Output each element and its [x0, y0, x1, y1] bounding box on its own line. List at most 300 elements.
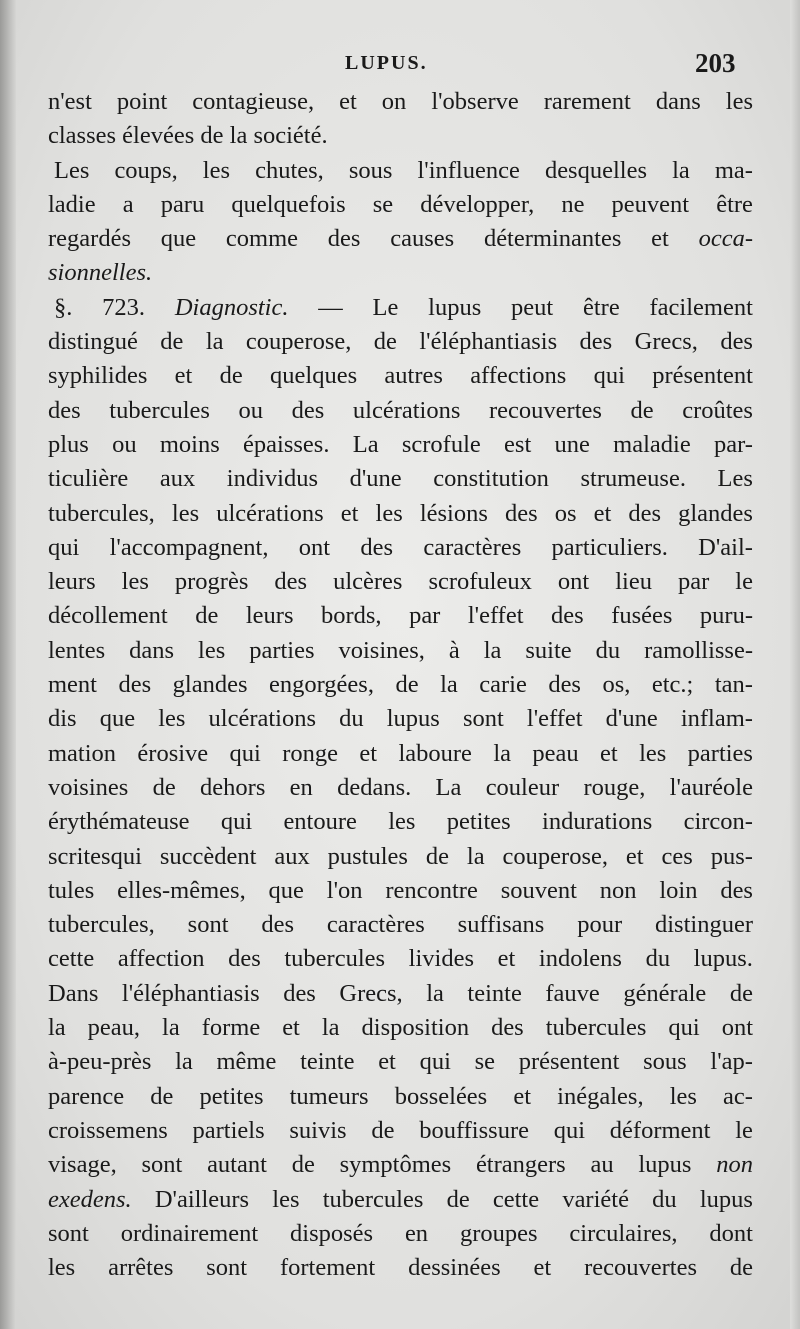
- word: lésions: [419, 499, 488, 527]
- word: par: [409, 602, 441, 630]
- word: par: [677, 568, 710, 596]
- word: ou: [112, 430, 137, 458]
- word: déforment: [609, 1116, 711, 1144]
- word: aux: [159, 465, 196, 493]
- word: des: [261, 911, 295, 939]
- word: sont: [187, 911, 229, 939]
- word: §.: [54, 293, 73, 321]
- word: distinguer: [654, 911, 753, 939]
- word: particuliers.: [551, 533, 668, 561]
- text-line: [48, 1217, 753, 1251]
- text-line: [48, 565, 753, 599]
- word: décollement: [48, 602, 168, 630]
- word: de: [150, 1082, 174, 1110]
- word: de: [395, 671, 419, 699]
- word: de: [195, 602, 219, 630]
- word: glandes: [678, 499, 753, 527]
- word: société.: [253, 122, 328, 150]
- word: une: [554, 430, 590, 458]
- word: ne: [561, 190, 585, 218]
- word: rencontre: [385, 876, 478, 904]
- word: suite: [525, 636, 572, 664]
- word: lentes: [48, 636, 106, 664]
- page-right-edge: [790, 0, 800, 1329]
- word: peau,: [87, 1014, 141, 1042]
- text-line: [48, 428, 753, 462]
- word: de: [425, 842, 449, 870]
- word: les: [158, 705, 186, 733]
- word: des: [491, 1014, 524, 1042]
- word: circon-: [683, 808, 753, 836]
- word: la: [162, 1014, 180, 1042]
- word: causes: [390, 225, 455, 253]
- word: la: [321, 1014, 340, 1042]
- word: caractères: [326, 911, 425, 939]
- word: se: [372, 190, 394, 218]
- word: aux: [274, 842, 310, 870]
- word: d'une: [605, 705, 658, 733]
- word: pour: [577, 911, 623, 939]
- word: suivis: [289, 1116, 347, 1144]
- word: de: [446, 1185, 470, 1213]
- word: l'accompagnent,: [109, 533, 269, 561]
- word: croûtes: [682, 396, 753, 424]
- text-line: [48, 874, 753, 908]
- word: des: [283, 979, 316, 1007]
- word: les: [171, 499, 200, 527]
- word: élevées: [122, 122, 195, 150]
- word: et: [339, 88, 357, 115]
- text-line: [48, 1183, 753, 1217]
- word: laboure: [398, 739, 472, 767]
- body-text: [48, 85, 753, 1285]
- word: se: [474, 1048, 496, 1076]
- word: quelques: [270, 362, 358, 390]
- word: tumeurs: [289, 1082, 369, 1110]
- word: lupus: [638, 1151, 692, 1179]
- word: qui: [553, 1116, 586, 1144]
- word: non: [599, 876, 637, 904]
- word: dehors: [200, 773, 266, 801]
- word: souvent: [500, 876, 577, 904]
- word: visage,: [48, 1151, 117, 1179]
- word: teinte: [300, 1048, 355, 1076]
- word: est: [504, 430, 532, 458]
- word: ont: [557, 568, 590, 596]
- word: loin: [659, 876, 698, 904]
- word: les: [121, 568, 149, 596]
- word: fortement: [279, 1254, 376, 1282]
- word: être: [716, 190, 753, 218]
- word: des: [720, 328, 753, 356]
- word: et: [513, 1082, 532, 1110]
- word: de: [291, 1151, 315, 1179]
- word: facilement: [649, 293, 753, 321]
- word: sous: [643, 1048, 687, 1076]
- word: que: [160, 225, 197, 253]
- word: quelquefois: [231, 190, 346, 218]
- word: de: [200, 122, 224, 150]
- word: du: [339, 705, 364, 733]
- word: constitution: [433, 465, 549, 493]
- text-line: [48, 840, 753, 874]
- word: sont: [48, 1219, 89, 1247]
- text-line: [48, 1148, 753, 1182]
- word: exedens.: [48, 1185, 132, 1213]
- word: cette: [492, 1185, 540, 1213]
- word: la: [466, 842, 485, 870]
- word: La: [435, 773, 462, 801]
- word: mation: [48, 739, 117, 767]
- word: a: [122, 190, 134, 218]
- word: individus: [226, 465, 319, 493]
- word: au: [590, 1151, 614, 1179]
- text-line: [48, 737, 753, 771]
- word: classes: [48, 122, 117, 150]
- word: circulaires,: [569, 1219, 678, 1247]
- word: de: [371, 1116, 395, 1144]
- word: des: [118, 671, 152, 699]
- text-line: [48, 668, 753, 702]
- word: dedans.: [337, 773, 412, 801]
- word: et: [600, 739, 618, 767]
- word: des: [360, 533, 394, 561]
- text-line: [48, 1011, 753, 1045]
- word: la: [440, 671, 458, 699]
- text-line: [48, 942, 753, 976]
- word: bosselées: [394, 1082, 488, 1110]
- word: succèdent: [159, 842, 257, 870]
- word: maladie: [613, 430, 691, 458]
- word: l'éléphantiasis: [419, 328, 558, 356]
- word: lupus: [386, 705, 440, 733]
- word: leurs: [245, 602, 294, 630]
- word: scritesqui: [48, 842, 142, 870]
- text-line: [48, 291, 753, 325]
- word: syphilides: [48, 362, 148, 390]
- word: Les: [717, 465, 753, 493]
- page-gutter-shadow: [0, 0, 16, 1329]
- word: ont: [721, 1014, 753, 1042]
- word: La: [352, 430, 379, 458]
- word: tan-: [714, 671, 753, 699]
- word: autres: [384, 362, 443, 390]
- word: couperose,: [502, 842, 608, 870]
- word: glandes: [172, 671, 248, 699]
- word: tules: [48, 876, 95, 904]
- text-line: [48, 531, 753, 565]
- word: pustules: [327, 842, 408, 870]
- word: parties: [249, 636, 315, 664]
- word: scrofule: [401, 430, 481, 458]
- word: les: [272, 1185, 300, 1213]
- word: moins: [159, 430, 220, 458]
- text-line: [48, 1251, 753, 1285]
- word: la: [426, 979, 444, 1007]
- running-title: LUPUS.: [345, 52, 428, 74]
- text-line: [48, 1045, 753, 1079]
- word: qui: [668, 1014, 700, 1042]
- word: couleur: [485, 773, 560, 801]
- word: dis: [48, 705, 77, 733]
- word: de: [729, 979, 753, 1007]
- word: des: [274, 568, 308, 596]
- word: en: [289, 773, 313, 801]
- word: caractères: [423, 533, 522, 561]
- word: de: [630, 396, 654, 424]
- word: regardés: [48, 225, 131, 253]
- word: sont: [206, 1254, 248, 1282]
- word: contagieuse,: [192, 88, 315, 115]
- word: livides: [408, 945, 475, 973]
- word: à: [448, 636, 460, 664]
- word: être: [583, 293, 620, 321]
- word: ma-: [714, 156, 753, 184]
- word: la: [493, 739, 511, 767]
- word: ulcérations: [216, 499, 324, 527]
- word: la: [205, 328, 224, 356]
- word: Grecs,: [634, 328, 698, 356]
- word: voisines: [48, 773, 129, 801]
- word: n'est: [48, 88, 92, 115]
- word: l'effet: [467, 602, 524, 630]
- word: dans: [655, 88, 701, 115]
- word: carie: [479, 671, 527, 699]
- word: le: [735, 1116, 753, 1144]
- word: disposition: [361, 1014, 470, 1042]
- word: présentent: [518, 1048, 620, 1076]
- word: chutes,: [255, 156, 324, 184]
- word: petites: [199, 1082, 264, 1110]
- word: générale: [623, 979, 707, 1007]
- word: et: [497, 945, 516, 973]
- word: que: [99, 705, 136, 733]
- word: l'effet: [526, 705, 583, 733]
- word: épaisses.: [243, 430, 330, 458]
- word: D'ail-: [698, 533, 753, 561]
- text-line: [48, 1080, 753, 1114]
- word: des: [548, 671, 581, 699]
- word: l'on: [326, 876, 363, 904]
- text-line: [48, 702, 753, 736]
- word: qui: [229, 739, 261, 767]
- text-line: [48, 119, 753, 153]
- word: engorgées,: [268, 671, 374, 699]
- word: et: [282, 1014, 300, 1042]
- word: on: [381, 88, 407, 115]
- word: ment: [48, 671, 97, 699]
- text-line: [48, 771, 753, 805]
- word: —: [318, 293, 343, 321]
- word: du: [595, 636, 621, 664]
- word: d'une: [349, 465, 402, 493]
- word: affections: [470, 362, 567, 390]
- word: des: [228, 945, 261, 973]
- word: le: [735, 568, 753, 596]
- word: du: [645, 945, 671, 973]
- word: ulcères: [333, 568, 403, 596]
- word: distingué: [48, 328, 138, 356]
- word: développer,: [420, 190, 535, 218]
- word: que: [268, 876, 304, 904]
- word: bouffissure: [419, 1116, 529, 1144]
- word: et: [533, 1254, 552, 1282]
- word: les: [388, 808, 416, 836]
- text-line: [48, 154, 753, 188]
- text-line: [48, 325, 753, 359]
- word: autant: [207, 1151, 267, 1179]
- word: parties: [687, 739, 753, 767]
- word: strumeuse.: [580, 465, 686, 493]
- text-line: [48, 359, 753, 393]
- word: peuvent: [611, 190, 690, 218]
- text-line: [48, 1114, 753, 1148]
- word: de: [152, 773, 176, 801]
- word: D'ailleurs: [154, 1185, 250, 1213]
- word: paru: [160, 190, 205, 218]
- text-line: [48, 394, 753, 428]
- word: occa-: [698, 225, 753, 253]
- word: Diagnostic.: [174, 293, 289, 321]
- word: présentent: [652, 362, 753, 390]
- word: et: [593, 499, 612, 527]
- word: sont: [141, 1151, 183, 1179]
- word: parence: [48, 1082, 125, 1110]
- word: variété: [562, 1185, 629, 1213]
- word: en: [404, 1219, 429, 1247]
- word: les: [48, 1254, 76, 1282]
- word: progrès: [174, 568, 249, 596]
- word: les: [198, 636, 226, 664]
- word: tubercules: [545, 1014, 647, 1042]
- word: suffisans: [457, 911, 545, 939]
- word: scrofuleux: [428, 568, 532, 596]
- word: point: [116, 88, 168, 115]
- text-line: [48, 85, 753, 119]
- word: de: [373, 328, 397, 356]
- word: dont: [709, 1219, 753, 1247]
- text-line: [48, 805, 753, 839]
- page-number: 203: [695, 48, 736, 78]
- word: croissemens: [48, 1116, 168, 1144]
- word: petites: [446, 808, 511, 836]
- word: ont: [298, 533, 331, 561]
- word: indurations: [542, 808, 653, 836]
- word: ramollisse-: [644, 636, 753, 664]
- word: même: [216, 1048, 277, 1076]
- word: étrangers: [475, 1151, 566, 1179]
- word: arrêtes: [108, 1254, 174, 1282]
- word: des: [48, 396, 81, 424]
- word: de: [729, 1254, 753, 1282]
- word: tubercules,: [48, 499, 155, 527]
- word: de: [219, 362, 243, 390]
- word: rouge,: [583, 773, 646, 801]
- word: à-peu-près: [48, 1048, 152, 1076]
- word: pus-: [710, 842, 753, 870]
- word: inflam-: [680, 705, 753, 733]
- word: tubercules: [109, 396, 210, 424]
- word: qui: [593, 362, 625, 390]
- word: affection: [117, 945, 205, 973]
- word: sous: [348, 156, 393, 184]
- word: fauve: [545, 979, 600, 1007]
- word: entoure: [283, 808, 357, 836]
- word: groupes: [459, 1219, 538, 1247]
- text-line: [48, 256, 753, 290]
- word: de: [160, 328, 184, 356]
- word: dessinées: [408, 1254, 501, 1282]
- word: recouvertes: [584, 1254, 697, 1282]
- text-line: [48, 977, 753, 1011]
- word: des: [579, 328, 613, 356]
- word: non: [716, 1151, 753, 1179]
- word: l'influence: [417, 156, 520, 184]
- word: Les: [54, 156, 90, 184]
- word: qui: [48, 533, 80, 561]
- word: du: [652, 1185, 677, 1213]
- word: ces: [661, 842, 693, 870]
- word: des: [291, 396, 325, 424]
- word: qui: [220, 808, 253, 836]
- word: lupus: [428, 293, 482, 321]
- word: les: [639, 739, 667, 767]
- text-line: [48, 497, 753, 531]
- word: ordinairement: [120, 1219, 259, 1247]
- word: ulcérations: [352, 396, 461, 424]
- word: peut: [511, 293, 554, 321]
- word: indolens: [538, 945, 622, 973]
- word: les: [725, 88, 753, 115]
- word: les: [669, 1082, 697, 1110]
- running-header: [0, 50, 800, 78]
- word: et: [359, 739, 378, 767]
- word: et: [625, 842, 644, 870]
- word: lupus: [699, 1185, 753, 1213]
- word: déterminantes: [483, 225, 622, 253]
- word: érosive: [137, 739, 209, 767]
- word: desquelles: [544, 156, 647, 184]
- word: voisines,: [338, 636, 425, 664]
- word: sont: [462, 705, 504, 733]
- word: Le: [372, 293, 399, 321]
- word: symptômes: [339, 1151, 452, 1179]
- text-line: [48, 634, 753, 668]
- word: leurs: [48, 568, 96, 596]
- word: tubercules: [284, 945, 386, 973]
- word: les: [202, 156, 231, 184]
- text-line: [48, 462, 753, 496]
- word: etc.;: [651, 671, 694, 699]
- word: la: [175, 1048, 193, 1076]
- word: disposés: [290, 1219, 374, 1247]
- word: ulcérations: [208, 705, 317, 733]
- word: ronge: [282, 739, 339, 767]
- word: forme: [201, 1014, 261, 1042]
- word: l'éléphantiasis: [121, 979, 260, 1007]
- word: ac-: [723, 1082, 753, 1110]
- word: les: [375, 499, 403, 527]
- word: la: [229, 122, 248, 150]
- word: sionnelles.: [48, 259, 153, 287]
- word: elles-mêmes,: [117, 876, 246, 904]
- word: érythémateuse: [48, 808, 190, 836]
- text-line: [48, 188, 753, 222]
- word: Dans: [48, 979, 99, 1007]
- word: des: [720, 876, 753, 904]
- word: et: [174, 362, 193, 390]
- word: l'observe: [431, 88, 519, 115]
